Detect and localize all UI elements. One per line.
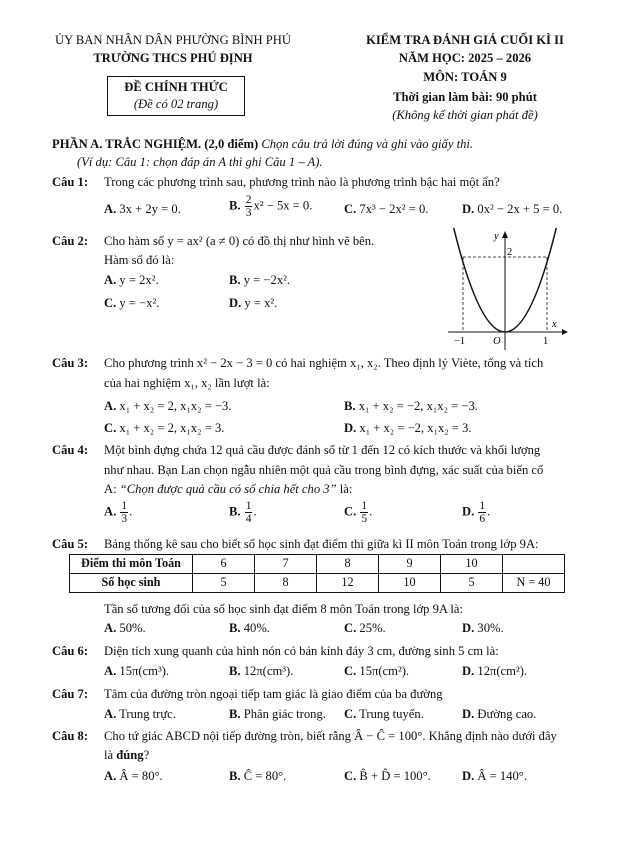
q2-text2: Hàm số đó là: [104,253,175,267]
subject: MÔN: TOÁN 9 [423,70,507,84]
q5-option-d: D. 30%. [462,621,504,635]
table-cell: 7 [255,555,317,574]
x-axis-arrow [562,329,568,335]
q1-option-c: C. 7x³ − 2x² = 0. [344,202,429,216]
q5-option-a: A. 50%. [104,621,146,635]
table-cell: 5 [193,574,255,593]
section-heading [52,137,473,153]
q5-text2: Tần số tương đối của số học sinh đạt điểm 8 môn Toán trong lớp 9A là: [104,602,464,616]
q4-option-d: D. $\frac{1}{6}$ . [462,500,491,526]
q7-option-a: A. Trung trực. [104,707,176,721]
y-axis-label: y [494,231,499,242]
q2-label: Câu 2: [52,234,89,248]
header-school: TRƯỜNG THCS PHÚ ĐỊNH [93,51,253,65]
table-cell: 9 [379,555,441,574]
q6-text: Diện tích xung quanh của hình nón có bán kính đáy 3 cm, đường sinh 5 cm là: [104,644,499,658]
tick-label-2: 2 [507,247,513,258]
time-limit: Thời gian làm bài: 90 phút [393,90,537,104]
q4-text3: A: “Chọn được quả cầu có số chia hết cho 3” là: [104,482,353,496]
official-title: ĐỀ CHÍNH THỨC [124,80,228,94]
score-table [69,554,565,593]
q6-option-b: B. 12π(cm³). [229,664,294,678]
q6-option-a: A. 15π(cm³). [104,664,170,678]
q7-label: Câu 7: [52,687,89,701]
table-row-header: Điểm thi môn Toán [70,555,193,574]
exam-title: KIỂM TRA ĐÁNH GIÁ CUỐI KÌ II [366,33,564,47]
tick-label-1: 1 [543,336,549,347]
q1-b-fraction: $\frac{2}{3}$ [245,194,252,220]
q8-text: Cho tứ giác ABCD nội tiếp đường tròn, biết rằng Â − Ĉ = 100°. Khẳng định nào dưới đây [104,729,557,743]
parabola-graph [448,228,568,350]
table-cell: 10 [441,555,503,574]
origin-label: O [493,336,501,347]
time-note: (Không kể thời gian phát đề) [392,108,538,122]
q3-option-a: A. x₁ + x₂ = 2, x₁x₂ = −3. [104,399,232,413]
q8-option-c: C. B̂ + D̂ = 100°. [344,769,431,783]
table-row-header: Số học sinh [70,574,193,593]
q2-option-a: A. y = 2x². [104,273,159,287]
q8-option-b: B. Ĉ = 80°. [229,769,287,783]
q1-option-a: A. 3x + 2y = 0. [104,202,181,216]
q1-option-d: D. 0x² − 2x + 5 = 0. [462,202,563,216]
q5-text: Bảng thống kê sau cho biết số học sinh đạt điểm thi giữa kì II môn Toán trong lớp 9A: [104,537,539,551]
q8-option-a: A. Â = 80°. [104,769,163,783]
section-title: PHẦN A. TRẮC NGHIỆM. (2,0 điểm) [52,137,259,151]
q3-option-c: C. x₁ + x₂ = 2, x₁x₂ = 3. [104,421,225,435]
y-axis-arrow [502,231,508,238]
q6-option-c: C. 15π(cm²). [344,664,410,678]
table-row [70,574,565,593]
q1-label: Câu 1: [52,175,89,189]
table-cell: 5 [441,574,503,593]
q1-text: Trong các phương trình sau, phương trình nào là phương trình bậc hai một ẩn? [104,175,500,189]
school-year: NĂM HỌC: 2025 – 2026 [398,51,532,65]
table-row [70,555,565,574]
q4-text: Một bình đựng chứa 12 quả cầu được đánh số từ 1 đến 12 có kích thước và khối lượng [104,443,541,457]
q3-option-b: B. x₁ + x₂ = −2, x₁x₂ = −3. [344,399,478,413]
table-cell: 8 [255,574,317,593]
q4-label: Câu 4: [52,443,89,457]
section-instruction: Chọn câu trả lời đúng và ghi vào giấy thi. [261,137,474,151]
q1-option-b: B. $\frac{2}{3}$ x² − 5x = 0. [229,194,313,220]
table-cell [503,555,565,574]
header-authority: ỦY BAN NHÂN DÂN PHƯỜNG BÌNH PHÚ [55,33,291,47]
q3-text2: của hai nghiệm x₁, x₂ lần lượt là: [104,376,270,390]
table-cell: 12 [317,574,379,593]
q6-option-d: D. 12π(cm²). [462,664,528,678]
q3-label: Câu 3: [52,356,89,370]
table-cell: 8 [317,555,379,574]
q2-option-b: B. y = −2x². [229,273,291,287]
q5-label: Câu 5: [52,537,89,551]
table-cell: 6 [193,555,255,574]
q2-option-d: D. y = x². [229,296,278,310]
q4-option-a: A. $\frac{1}{3}$ . [104,500,133,526]
q3-text: Cho phương trình x² − 2x − 3 = 0 có hai nghiệm x₁, x₂. Theo định lý Viète, tổng và tích [104,356,544,370]
tick-label-neg1: −1 [454,336,466,347]
q2-text: Cho hàm số y = ax² (a ≠ 0) có đồ thị như hình vẽ bên. [104,234,375,248]
section-example: (Ví dụ: Câu 1: chọn đáp án A thì ghi Câu 1 – A). [77,155,323,169]
q2-option-c: C. y = −x². [104,296,160,310]
q8-label: Câu 8: [52,729,89,743]
q5-option-b: B. 40%. [229,621,270,635]
q4-option-c: C. $\frac{1}{5}$ . [344,500,373,526]
official-pages: (Đề có 02 trang) [133,97,219,111]
q5-option-c: C. 25%. [344,621,386,635]
table-cell: 10 [379,574,441,593]
q6-label: Câu 6: [52,644,89,658]
q4-option-b: B. $\frac{1}{4}$ . [229,500,257,526]
q3-option-d: D. x₁ + x₂ = −2, x₁x₂ = 3. [344,421,472,435]
q7-text: Tâm của đường tròn ngoại tiếp tam giác là giao điểm của ba đường [104,687,443,701]
q7-option-d: D. Đường cao. [462,707,537,721]
x-axis-label: x [552,319,557,330]
q7-option-b: B. Phân giác trong. [229,707,326,721]
q4-text2: như nhau. Bạn Lan chọn ngẫu nhiên một quả cầu trong bình đựng, xác suất của biến cố [104,463,544,477]
q8-text2: là đúng? [104,748,150,762]
q8-option-d: D. Â = 140°. [462,769,527,783]
table-cell: N = 40 [503,574,565,593]
q7-option-c: C. Trung tuyến. [344,707,424,721]
